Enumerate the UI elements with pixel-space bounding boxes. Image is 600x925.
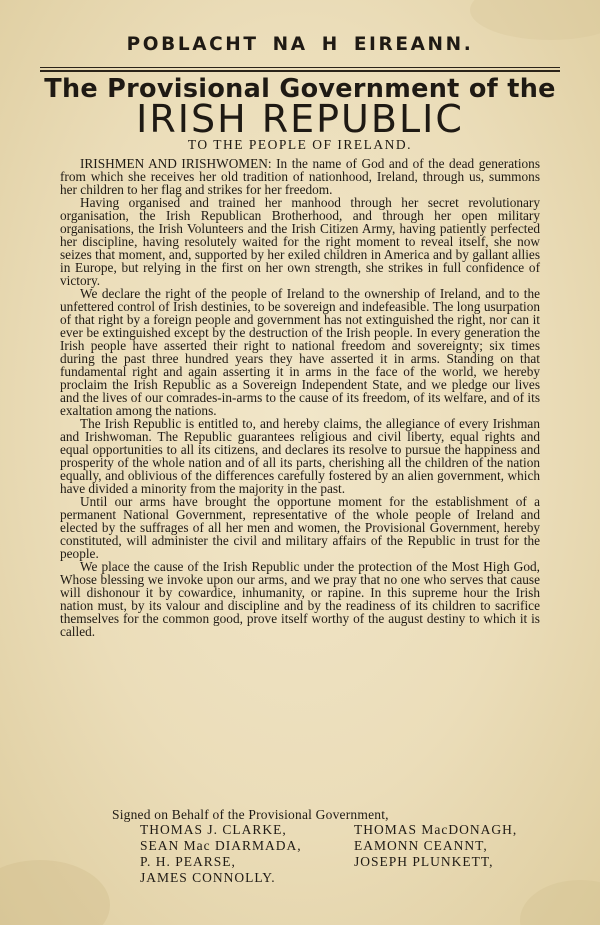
document-subtitle: IRISH REPUBLIC [136,97,464,141]
header-rule [40,67,560,68]
signatory-name: P. H. PEARSE, [140,854,236,869]
paragraph: Having organised and trained her manhood through her secret revolutionary organisation, the Irish Republican Brotherhood, and through her open military organisations, the Irish Volunteers and the Irish Citizen Army, having patiently perfected her discipline, having resolutely waited for the right moment to reveal itself, she now seizes that moment, and, supported by her exiled children in America and by gallant allies in Europe, but relying in the first on her own strength, she strikes in full confidence of victory. [60,195,540,288]
signatory-name: JAMES CONNOLLY. [140,870,276,885]
paragraph: We place the cause of the Irish Republic under the protection of the Most High God, Whose blessing we invoke upon our arms, and we pray that no one who serves that cause will dishonour it by cowardice, inhumanity, or rapine. In this supreme hour the Irish nation must, by its valour and discipline and by the readiness of its children to sacrifice themselves for the common good, prove itself worthy of the august destiny to which it is called. [60,559,540,639]
paper-stain [520,880,600,925]
gaelic-heading: POBLACHT NA H EIREANN. [126,34,474,55]
paragraph: The Irish Republic is entitled to, and hereby claims, the allegiance of every Irishman and Irishwoman. The Republic guarantees religious and civil liberty, equal rights and equal opportunities to all its citizens, and declares its resolve to pursue the happiness and prosperity of the whole nation and of all its parts, cherishing all the children of the nation equally, and oblivious of the differences carefully fostered by an alien government, which have divided a minority from the majority in the past. [60,416,540,496]
paragraph: We declare the right of the people of Ireland to the ownership of Ireland, and to the unfettered control of Irish destinies, to be sovereign and indefeasible. The long usurpation of that right by a foreign people and government has not extinguished the right, nor can it ever be extinguished except by the destruction of the Irish people. In every generation the Irish people have asserted their right to national freedom and sovereignty; six times during the past three hundred years they have asserted it in arms. Standing on that fundamental right and again asserting it in arms in the face of the world, we hereby proclaim the Irish Republic as a Sovereign Independent State, and we pledge our lives and the lives of our comrades-in-arms to the cause of its freedom, of its welfare, and of its exaltation among the nations. [60,286,540,418]
address-line: TO THE PEOPLE OF IRELAND. [187,137,413,152]
signatures-intro: Signed on Behalf of the Provisional Government, [112,807,389,822]
paragraph: IRISHMEN AND IRISHWOMEN: In the name of God and of the dead generations from which she receives her old tradition of nationhood, Ireland, through us, summons her children to her flag and strikes for her freedom. [60,156,540,197]
signatory-name: THOMAS MacDONAGH, [354,822,518,837]
header-rule [40,70,560,72]
signatory-name: THOMAS J. CLARKE, [140,822,287,837]
signatory-name: SEAN Mac DIARMADA, [140,838,302,853]
paragraph: Until our arms have brought the opportune moment for the establishment of a permanent National Government, representative of the whole people of Ireland and elected by the suffrages of all her men and women, the Provisional Government, hereby constituted, will administer the civil and military affairs of the Republic in trust for the people. [60,494,540,561]
proclamation-body [60,157,540,638]
signatory-name: EAMONN CEANNT, [354,838,488,853]
paper-stain [0,860,110,925]
signatories [140,822,560,886]
document-title: The Provisional Government of the [44,74,556,104]
signatory-name: JOSEPH PLUNKETT, [354,854,494,869]
